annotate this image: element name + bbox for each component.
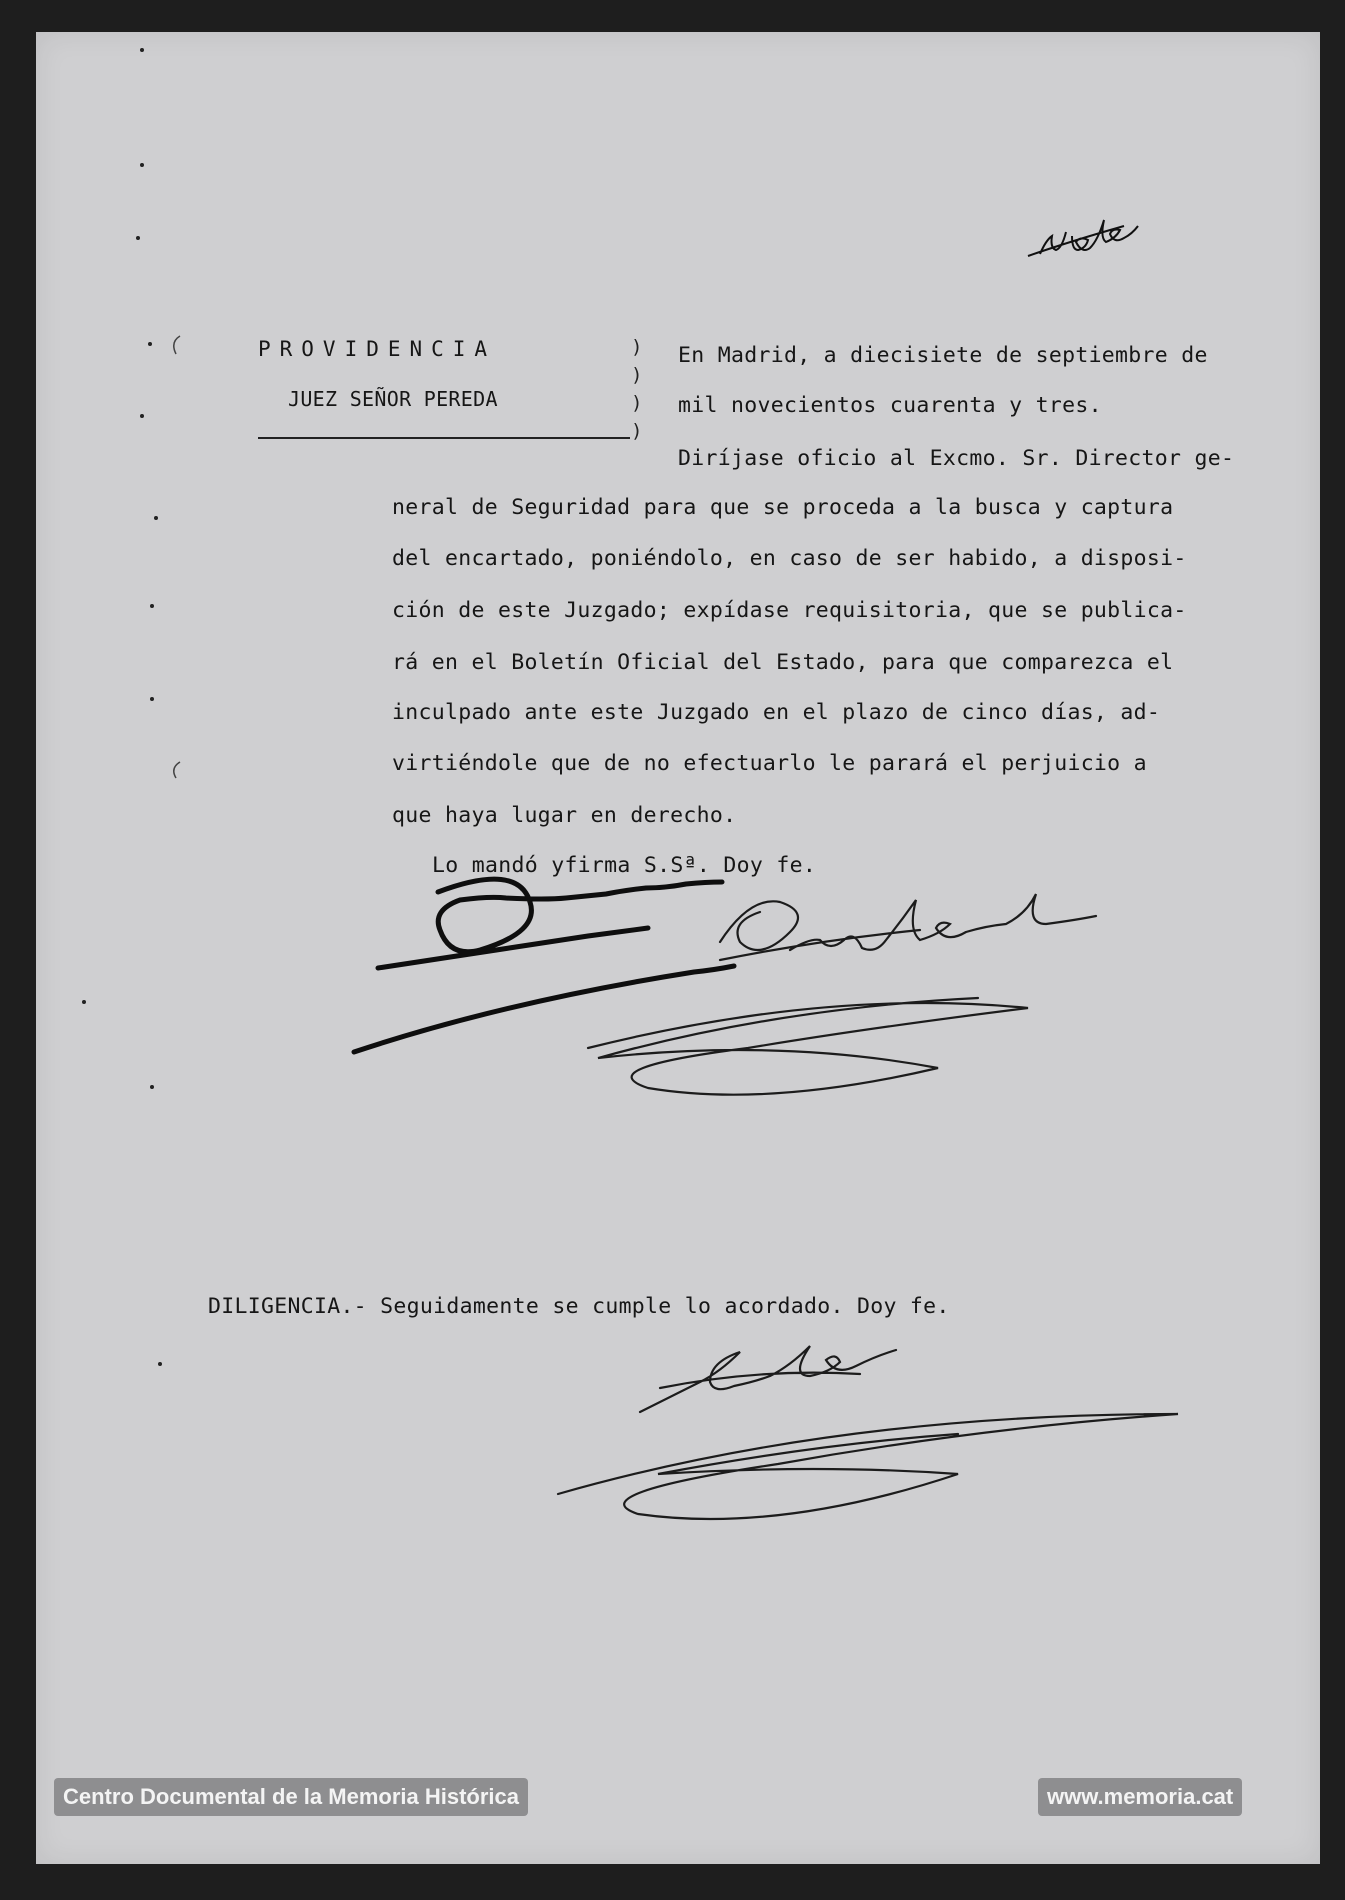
body-line: mil novecientos cuarenta y tres. <box>678 393 1102 418</box>
bracket-paren: ) <box>631 392 643 414</box>
body-line: que haya lugar en derecho. <box>392 803 737 828</box>
binder-hole <box>82 1000 86 1004</box>
diligencia-line: DILIGENCIA.- Seguidamente se cumple lo acordado. Doy fe. <box>208 1294 950 1319</box>
bracket-paren: ) <box>631 336 643 358</box>
body-line: inculpado ante este Juzgado en el plazo de cinco días, ad- <box>392 700 1161 725</box>
binder-hole <box>154 516 158 520</box>
bracket-paren: ) <box>631 364 643 386</box>
body-line: rá en el Boletín Oficial del Estado, para que comparezca el <box>392 650 1174 675</box>
body-line: neral de Seguridad para que se proceda a la busca y captura <box>392 495 1174 520</box>
watermark-archive-name: Centro Documental de la Memoria Histórica <box>54 1778 528 1816</box>
header-underline <box>258 437 630 439</box>
header-title: PROVIDENCIA <box>258 337 497 361</box>
body-line: virtiéndole que de no efectuarlo le parará el perjuicio a <box>392 751 1147 776</box>
binder-hole <box>150 1085 154 1089</box>
binder-hole <box>150 604 154 608</box>
binder-hole <box>136 236 140 240</box>
bracket-paren: ) <box>631 420 643 442</box>
closing-line: Lo mandó yfirma S.Sª. Doy fe. <box>432 853 817 878</box>
binder-hole <box>158 1362 162 1366</box>
binder-hole <box>140 163 144 167</box>
watermark-url: www.memoria.cat <box>1038 1778 1242 1816</box>
binder-hole <box>140 48 144 52</box>
document-page <box>36 32 1320 1864</box>
binder-hole <box>148 342 152 346</box>
body-line: En Madrid, a diecisiete de septiembre de <box>678 343 1208 368</box>
binder-hole <box>150 697 154 701</box>
binder-hole <box>140 414 144 418</box>
body-line: Diríjase oficio al Excmo. Sr. Director ge- <box>678 446 1235 471</box>
header-judge: JUEZ SEÑOR PEREDA <box>288 387 498 411</box>
body-line: ción de este Juzgado; expídase requisitoria, que se publica- <box>392 598 1187 623</box>
body-line: del encartado, poniéndolo, en caso de ser habido, a disposi- <box>392 546 1187 571</box>
